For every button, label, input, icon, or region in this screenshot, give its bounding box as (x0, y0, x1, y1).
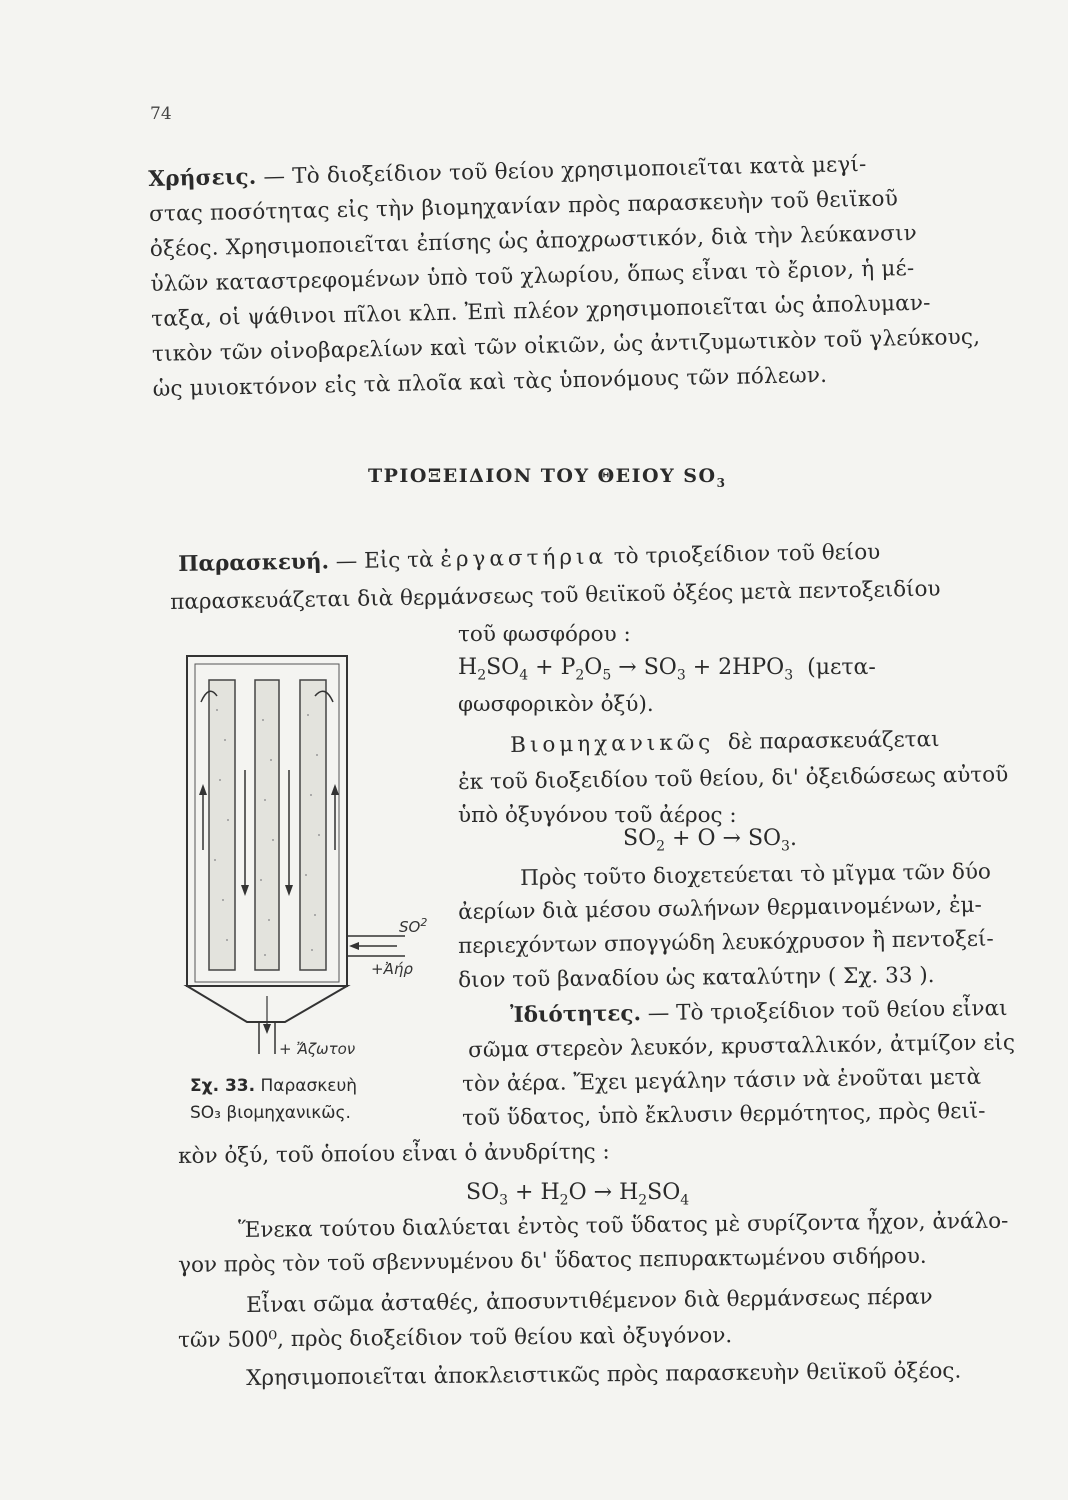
uses-line: ὑλῶν καταστρεφομένων ὑπὸ τοῦ χλωρίου, ὅπως εἶναι τὸ ἔριον, ἡ μέ- (150, 255, 915, 297)
prep-line-1: Παρασκευή. — Εἰς τὰ ἐργαστήρια τὸ τριοξείδιον τοῦ θείου (178, 539, 881, 577)
prop-line-5: κὸν ὀξύ, τοῦ ὁποίου εἶναι ὁ ἀνυδρίτης : (178, 1139, 610, 1169)
prep-line-7: Πρὸς τοῦτο διοχετεύεται τὸ μῖγμα τῶν δύο (520, 859, 992, 891)
prep-line-8: ἀερίων διὰ μέσου σωλήνων θερμαινομένων, ἐμ- (458, 892, 982, 925)
prop-line-6: Ἕνεκα τούτου διαλύεται ἐντὸς τοῦ ὕδατος μὲ συρίζοντα ἦχον, ἀνάλο- (238, 1208, 1009, 1243)
so2-label: $SO^2$ (399, 916, 428, 936)
catalyst-tubes (209, 680, 326, 970)
uses-line: — Τὸ διοξείδιον τοῦ θείου χρησιμοποιεῖται κατὰ μεγί- (263, 151, 867, 190)
prep-line-ind: Βιομηχανικῶς δὲ παρασκευάζεται (510, 727, 940, 758)
equation-3: $SO_3 + H_2O \to H_2SO_4$ (466, 1180, 690, 1209)
prep-line-3: τοῦ φωσφόρου : (458, 622, 631, 647)
prop-line-8: Εἶναι σῶμα ἀσταθές, ἀποσυντιθέμενον διὰ θερμάνσεως πέραν (246, 1284, 933, 1318)
prop-line-7: γον πρὸς τὸν τοῦ σβεννυμένου δι' ὕδατος πεπυρακτωμένου σιδήρου. (178, 1243, 927, 1278)
prop-line-9: τῶν 500⁰, πρὸς διοξείδιον τοῦ θείου καὶ ὀξυγόνον. (178, 1323, 733, 1353)
equation-2: $SO_2 + O \to SO_3$. (623, 826, 797, 855)
prop-line-2: σῶμα στερεὸν λευκόν, κρυσταλλικόν, ἀτμίζον εἰς (468, 1030, 1016, 1063)
inlet-arrow-head (349, 942, 359, 950)
prop-line-10: Χρησιμοποιεῖται ἀποκλειστικῶς πρὸς παρασκευὴν θειϊκοῦ ὀξέος. (246, 1358, 962, 1391)
uses-line: ὀξέος. Χρησιμοποιεῖται ἐπίσης ὡς ἀποχρωστικόν, διὰ τὴν λεύκανσιν (149, 220, 918, 262)
uses-line: στας ποσότητας εἰς τὴν βιομηχανίαν πρὸς παρασκευὴν τοῦ θειϊκοῦ (148, 186, 899, 227)
prep-line-10: διον τοῦ βαναδίου ὡς καταλύτην ( Σχ. 33 ). (458, 963, 935, 993)
uses-line: τικὸν τῶν οἰνοβαρελίων καὶ τῶν οἰκιῶν, ὡς ἀντιζυμωτικὸν τοῦ γλεύκους, (151, 324, 981, 367)
outlet-arrow-head (263, 1024, 271, 1034)
uses-title: Χρήσεις. (148, 164, 257, 192)
equation-1: $H_2SO_4 + P_2O_5 \to SO_3 + 2HPO_3$ (μετα- (458, 655, 876, 684)
prop-line-1: Ἰδιότητες. — Τὸ τριοξείδιον τοῦ θείου εἶναι (510, 996, 1008, 1028)
prep-line-6: ὑπὸ ὀξυγόνου τοῦ ἀέρος : (458, 803, 737, 828)
prop-line-4: τοῦ ὕδατος, ὑπὸ ἔκλυσιν θερμότητος, πρὸς θειϊ- (462, 1098, 986, 1131)
prep-line-9: περιεχόντων σπογγώδη λευκόχρυσον ἢ πεντοξεί- (458, 926, 994, 959)
prep-line-4: φωσφορικὸν ὀξύ). (458, 692, 654, 717)
nitrogen-label: + Ἄζωτον (279, 1040, 356, 1058)
air-label: +Ἀήρ (371, 960, 413, 978)
prep-line-2: παρασκευάζεται διὰ θερμάνσεως τοῦ θειϊκοῦ ὀξέος μετὰ πεντοξειδίου (170, 576, 941, 615)
uses-line: ὡς μυιοκτόνον εἰς τὰ πλοῖα καὶ τὰς ὑπονόμους τῶν πόλεων. (152, 362, 828, 402)
page-number: 74 (150, 104, 172, 124)
prop-title: Ἰδιότητες. (510, 1001, 642, 1028)
section-heading: ΤΡΙΟΞΕΙΔΙΟΝ ΤΟΥ ΘΕΙΟΥ $SO_3$ (368, 465, 727, 490)
prop-line-3: τὸν ἀέρα. Ἔχει μεγάλην τάσιν νὰ ἑνοῦται μετὰ (462, 1064, 982, 1097)
uses-paragraph (148, 151, 1020, 407)
uses-line: ταξα, οἱ ψάθινοι πῖλοι κλπ. Ἐπὶ πλέον χρησιμοποιεῖται ὡς ἀπολυμαν- (151, 290, 931, 332)
so3-apparatus-figure (175, 650, 445, 1070)
figure-caption: Σχ. 33. Παρασκευὴ SO₃ βιομηχανικῶς. (190, 1076, 358, 1123)
prep-title: Παρασκευή. (178, 549, 330, 577)
prep-line-5: ἐκ τοῦ διοξειδίου τοῦ θείου, δι' ὀξειδώσεως αὐτοῦ (458, 762, 1009, 795)
